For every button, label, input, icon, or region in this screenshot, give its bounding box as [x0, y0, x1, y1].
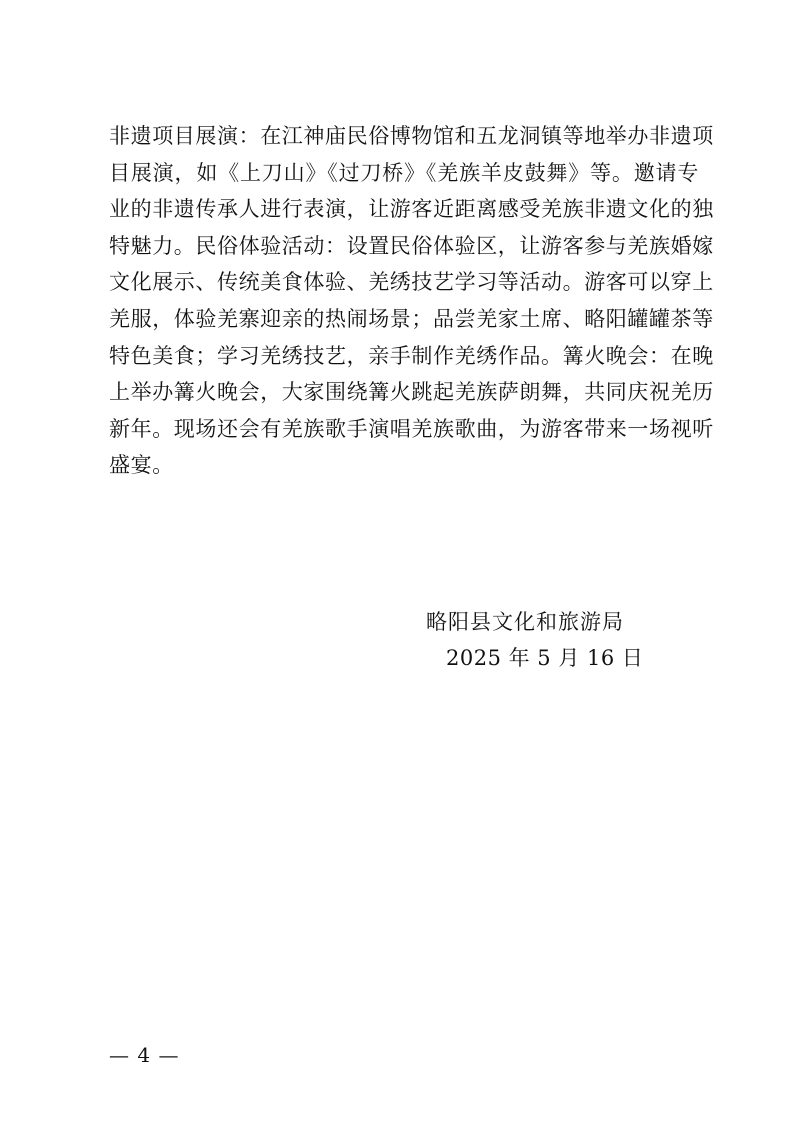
issue-date: 2025 年 5 月 16 日 — [446, 646, 644, 670]
signature-block — [426, 604, 686, 676]
page-number: — 4 — — [109, 1043, 180, 1067]
paragraph-line: 特色美食；学习羌绣技艺，亲手制作羌绣作品。篝火晚会：在晚 — [109, 343, 714, 368]
paragraph-line: 羌服，体验羌寨迎亲的热闹场景；品尝羌家土席、略阳罐罐茶等 — [109, 306, 714, 331]
issuing-organization: 略阳县文化和旅游局 — [426, 610, 624, 634]
paragraph-line: 目展演，如《上刀山》《过刀桥》《羌族羊皮鼓舞》等。邀请专 — [109, 160, 699, 185]
paragraph-line: 非遗项目展演：在江神庙民俗博物馆和五龙洞镇等地举办非遗项 — [109, 124, 714, 148]
paragraph-line: 新年。现场还会有羌族歌手演唱羌族歌曲，为游客带来一场视听 — [109, 416, 714, 441]
body-paragraph — [109, 118, 714, 484]
paragraph-line: 盛宴。 — [109, 453, 174, 478]
paragraph-line: 特魅力。民俗体验活动：设置民俗体验区，让游客参与羌族婚嫁 — [109, 233, 714, 258]
paragraph-line: 上举办篝火晚会，大家围绕篝火跳起羌族萨朗舞，共同庆祝羌历 — [109, 380, 714, 405]
paragraph-line: 文化展示、传统美食体验、羌绣技艺学习等活动。游客可以穿上 — [109, 270, 714, 295]
paragraph-line: 业的非遗传承人进行表演，让游客近距离感受羌族非遗文化的独 — [109, 197, 714, 222]
